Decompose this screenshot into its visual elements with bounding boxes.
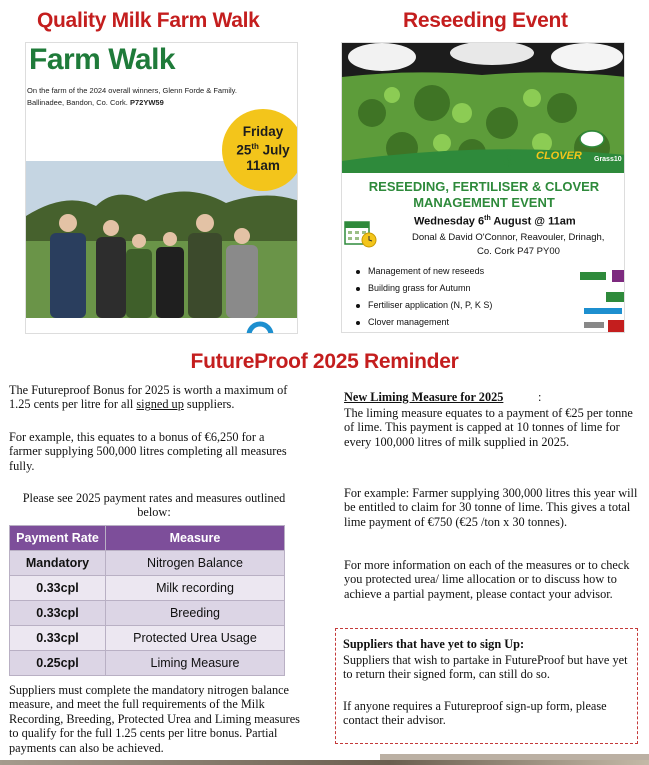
list-item: Management of new reseeds [356,263,492,280]
farm-walk-header: Quality Milk Farm Walk [37,9,260,32]
header-payment-rate: Payment Rate [10,526,106,551]
clover-grass-logos [534,129,624,169]
liming-text: The liming measure equates to a payment of €25 per tonne of lime. This payment is capped at 10 tonnes of lime for every 100,000 litres of milk supplied in 2025. [344,406,633,449]
rate-cell: 0.33cpl [10,626,106,651]
signup-heading: Suppliers that have yet to sign Up: [343,637,525,651]
reseeding-address-line1: Donal & David O'Connor, Reavouler, Drinagh, [412,232,605,243]
suppliers-requirements: Suppliers must complete the mandatory nitrogen balance measure, and meet the full requirements of the Milk Recording, Breeding, Protected Urea and Liming measures to qualify for the full 1.25 cents per litre bonus. Partial payments can also be achieved. [9,683,300,755]
futureproof-title: FutureProof 2025 Reminder [190,350,459,373]
reseeding-date: Wednesday 6th August @ 11am [414,215,576,228]
payment-rates-table [9,525,285,676]
teagasc-logo [34,333,96,334]
footer-bar [0,760,649,765]
reseeding-flyer [341,42,625,333]
table-row [10,551,285,576]
more-info: For more information on each of the measures or to check you protected urea/ lime allocation or to discuss how to achieve a partial payment, please contact your advisor. [344,558,630,601]
table-header-row [10,526,285,551]
signup-text: Suppliers that wish to partake in FutureProof but have yet to return their signed form, can still do so. [343,653,628,682]
liming-heading: New Liming Measure for 2025 [344,390,504,404]
farm-walk-title: Farm Walk [29,43,176,76]
list-item: Building grass for Autumn [356,280,492,297]
farm-walk-logos [26,319,298,334]
calendar-icon [344,219,378,249]
signup-form-text: If anyone requires a Futureproof sign-up form, please contact their advisor. [343,699,607,728]
signup-notice-box [335,628,638,744]
svg-text:Grass10: Grass10 [594,156,622,163]
farm-walk-flyer [25,42,298,334]
liming-heading-colon: : [538,390,542,404]
svg-text:CLOVER: CLOVER [536,150,582,162]
table-row [10,576,285,601]
measure-cell: Breeding [106,601,285,626]
reseeding-topics [356,263,492,331]
reseeding-title-line1: RESEEDING, FERTILISER & CLOVER [368,179,600,194]
bonus-example: For example, this equates to a bonus of €6,250 for a farmer supplying 500,000 litres completing all measures fully. [9,430,287,473]
shamrock-icon: ☘ [502,154,517,171]
bonus-paragraph: The Futureproof Bonus for 2025 is worth a maximum of 1.25 cents per litre for all signed up suppliers. [9,383,288,412]
table-row [10,626,285,651]
measure-cell: Protected Urea Usage [106,626,285,651]
bullet-icon [356,270,360,274]
reseeding-header: Reseeding Event [403,9,568,32]
reseeding-address-line2: Co. Cork P47 PY00 [477,246,560,257]
measure-cell: Nitrogen Balance [106,551,285,576]
rates-intro: Please see 2025 payment rates and measures outlined below: [22,491,286,520]
farm-walk-date-badge: Friday 25th July 11am [222,109,298,191]
bullet-icon [356,321,360,325]
reseeding-title-line2: MANAGEMENT EVENT [413,195,555,210]
liming-example: For example: Farmer supplying 300,000 litres this year will be entitled to claim for 30 tonne of lime. This gives a total lime payment of €750 (€25 /ton x 30 tonnes). [344,486,638,529]
farm-walk-host: On the farm of the 2024 overall winners, Glenn Forde & Family. [27,86,237,95]
farm-walk-address: Ballinadee, Bandon, Co. Cork. P72YW59 [27,98,164,107]
sponsor-logos [580,270,625,333]
rate-cell: 0.33cpl [10,601,106,626]
rate-cell: 0.33cpl [10,576,106,601]
list-item: Fertiliser application (N, P, K S) [356,297,492,314]
bullet-icon [356,287,360,291]
rate-cell: 0.25cpl [10,651,106,676]
table-row [10,651,285,676]
carbery-logo [231,324,290,334]
measure-cell: Liming Measure [106,651,285,676]
measure-cell: Milk recording [106,576,285,601]
header-measure: Measure [106,526,285,551]
rate-cell: Mandatory [10,551,106,576]
bullet-icon [356,304,360,308]
list-item: Clover management [356,314,492,331]
table-row [10,601,285,626]
